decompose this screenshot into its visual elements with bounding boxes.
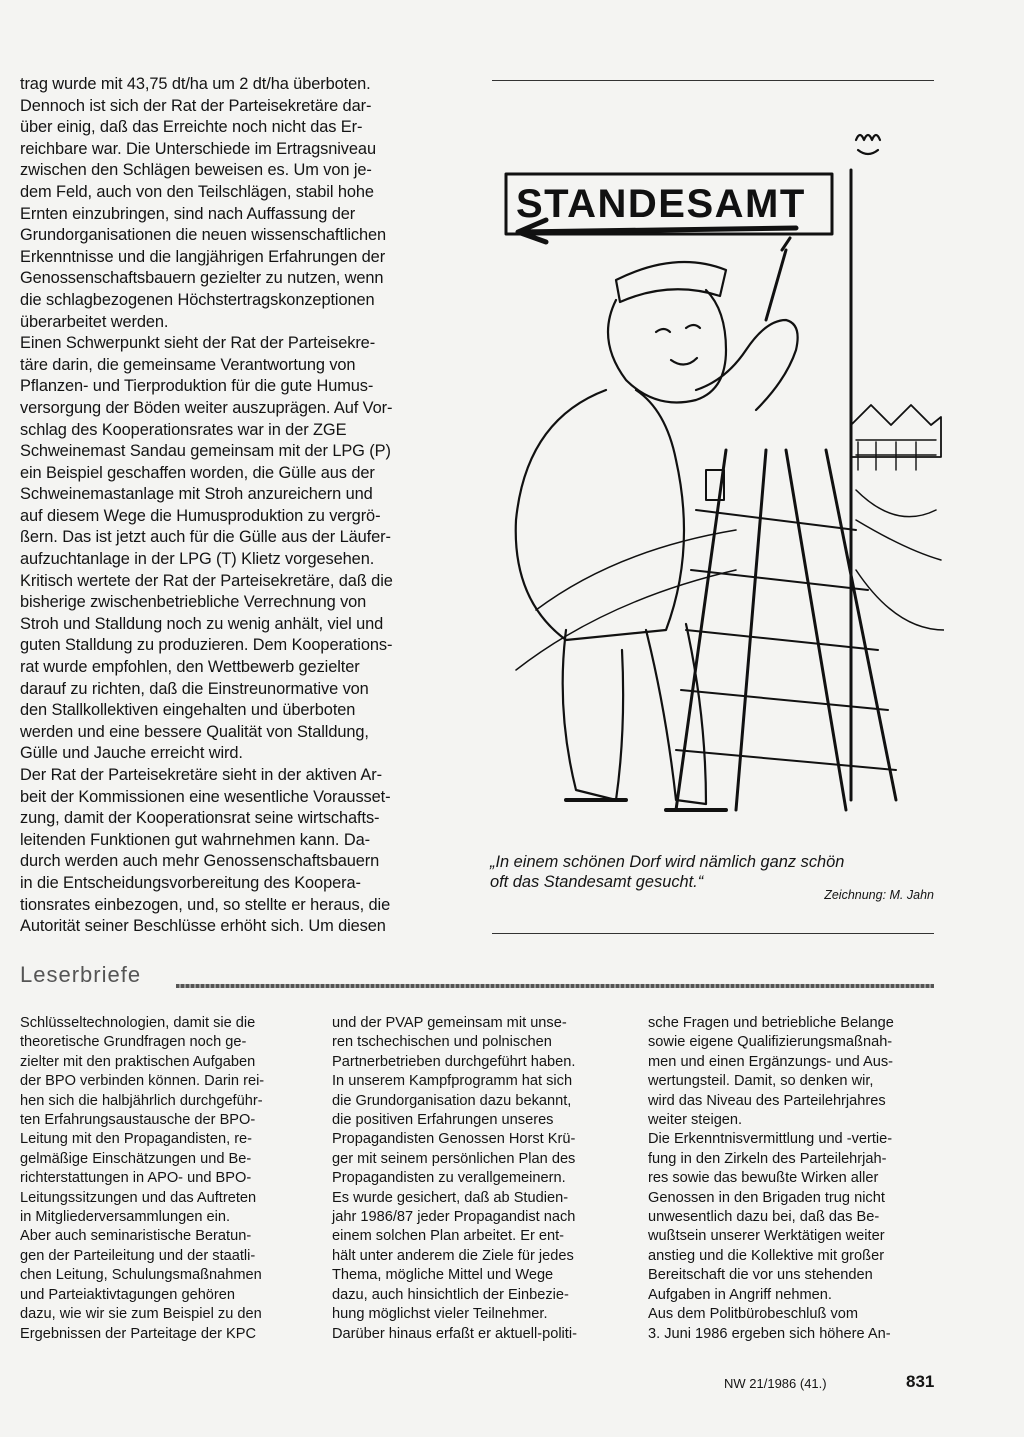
letters-text: Schlüsseltechnologien, damit sie die theoretische Grundfragen noch ge- zielter mit den praktischen Aufgaben der BPO verbinden können. Darin rei- hen sich die halbjährlich durchgeführ- ten Erfahrungsaustausche der BPO- Leitung mit den Propagandisten, re- gelmäßige Einschätzungen und Be- richterstattungen in APO- und BPO- Leitungssitzungen und das Auftreten in Mitgliederversammlungen ein. Aber auch seminaristische Beratun- gen der Parteileitung und der staatli- chen Leitung, Schulungsmaßnahmen und Parteiaktivtagungen gehören dazu, wie wir sie zum Beispiel zu den Ergebnissen der Parteitage der KPC <box>20 1015 265 1342</box>
article-paragraph: Der Rat der Parteisekretäre sieht in der aktiven Ar- beit der Kommissionen eine wesentliche Vorausset- zung, damit der Kooperationsrat seine wirtschafts- leitenden Funktionen gut wahrnehmen kann. Da- durch werden auch mehr Genossenschaftsbauern in die Entscheidungsvorbereitung des Koopera- tionsrates einbezogen, und, so stellte er heraus, die Autorität seiner Beschlüsse erhöht sich. Um diesen <box>20 766 391 936</box>
letters-column-1 <box>20 1014 308 1344</box>
torso <box>516 390 684 640</box>
letters-column-2 <box>332 1014 620 1344</box>
cartoon-caption: „In einem schönen Dorf wird nämlich ganz schön oft das Standesamt gesucht.“ <box>490 853 845 891</box>
cartoon-bottom-rule <box>492 933 934 934</box>
cartoon-top-rule <box>492 80 934 81</box>
cartoon-illustration <box>496 110 944 850</box>
sign-text: STANDESAMT <box>516 182 806 226</box>
article-column <box>20 74 468 938</box>
cap <box>616 262 726 302</box>
article-paragraph: Einen Schwerpunkt sieht der Rat der Parteisekre- täre darin, die gemeinsame Verantwortung von Pflanzen- und Tierproduktion für die gute Humus- versorgung der Böden weiter auszuprägen. Auf Vor- schlag des Kooperationsrates war in der ZGE Schweinemast Sandau gemeinsam mit der LPG (P) ein Beispiel geschaffen worden, die Gülle aus der Schweinemastanlage mit Stroh anzureichern und auf diesem Wege die Humusproduktion zu vergrö- ßern. Das ist jetzt auch für die Gülle aus der Läufer- aufzuchtanlage in der LPG (T) Klietz vorgesehen. <box>20 334 393 569</box>
legs <box>563 624 706 804</box>
page-number: 831 <box>906 1372 935 1391</box>
paintbrush-icon <box>766 238 790 320</box>
artist-monogram <box>856 135 880 154</box>
section-title: Leserbriefe <box>20 962 142 987</box>
section-rule <box>176 984 934 988</box>
arm <box>696 320 798 410</box>
issue-number: NW 21/1986 (41.) <box>724 1376 827 1391</box>
letters-text: sche Fragen und betriebliche Belange sowie eigene Qualifizierungsmaßnah- men und einen Ergänzungs- und Aus- wertungsteil. Damit, so denken wir, wird das Niveau des Parteilehrjahres weiter steigen. Die Erkenntnisvermittlung und -vertie- fung in den Zirkeln des Parteilehrjah- res sowie das bewußte Wirken aller Genossen in den Brigaden trug nicht unwesentlich dazu bei, daß das Be- wußtsein unserer Werktätigen weiter anstieg und die Kollektive mit großer Bereitschaft die vor uns stehenden Aufgaben in Angriff nehmen. Aus dem Politbürobeschluß vom 3. Juni 1986 ergeben sich höhere An- <box>648 1015 894 1342</box>
article-paragraph: Kritisch wertete der Rat der Parteisekretäre, daß die bisherige zwischenbetriebliche Verrechnung von Stroh und Stalldung noch zu wenig anhält, viel und guten Stalldung zu produzieren. Dem Kooperations- rat wurde empfohlen, den Wettbewerb gezielter darauf zu richten, daß die Einstreunormative von den Stallkollektiven eingehalten und überboten werden und eine bessere Qualität von Stalldung, Gülle und Jauche erreicht wird. <box>20 571 393 763</box>
article-paragraph: trag wurde mit 43,75 dt/ha um 2 dt/ha überboten. Dennoch ist sich der Rat der Parteisekretäre dar- über einig, daß das Erreichte noch nicht das Er- reichbare war. Die Unterschiede im Ertragsniveau zwischen den Schlägen beweisen es. Um von je- dem Feld, auch von den Teilschlägen, stabil hohe Ernten einzubringen, sind nach Auffassung der Grundorganisationen die neuen wissenschaftlichen Erkenntnisse und die langjährigen Erfahrungen der Genossenschaftsbauern gezielter zu nutzen, wenn die schlagbezogenen Höchstertragskonzeptionen überarbeitet werden. <box>20 75 387 331</box>
letters-text: und der PVAP gemeinsam mit unse- ren tschechischen und polnischen Partnerbetrieben durchgeführt haben. In unserem Kampfprogramm hat sich die Grundorganisation dazu bekannt, die positiven Erfahrungen unseres Propagandisten Genossen Horst Krü- ger mit seinem persönlichen Plan des Propagandisten zu verallgemeinern. Es wurde gesichert, daß ab Studien- jahr 1986/87 jeder Propagandist nach einem solchen Plan arbeitet. Er ent- hält unter anderem die Ziele für jedes Thema, mögliche Mittel und Wege dazu, auch hinsichtlich der Einbezie- hung möglichst vieler Teilnehmer. Darüber hinaus erfaßt er aktuell-politi- <box>332 1015 577 1342</box>
letters-column-3 <box>648 1014 936 1344</box>
cartoon-credit: Zeichnung: M. Jahn <box>824 888 934 902</box>
ladder-icon <box>676 450 896 810</box>
